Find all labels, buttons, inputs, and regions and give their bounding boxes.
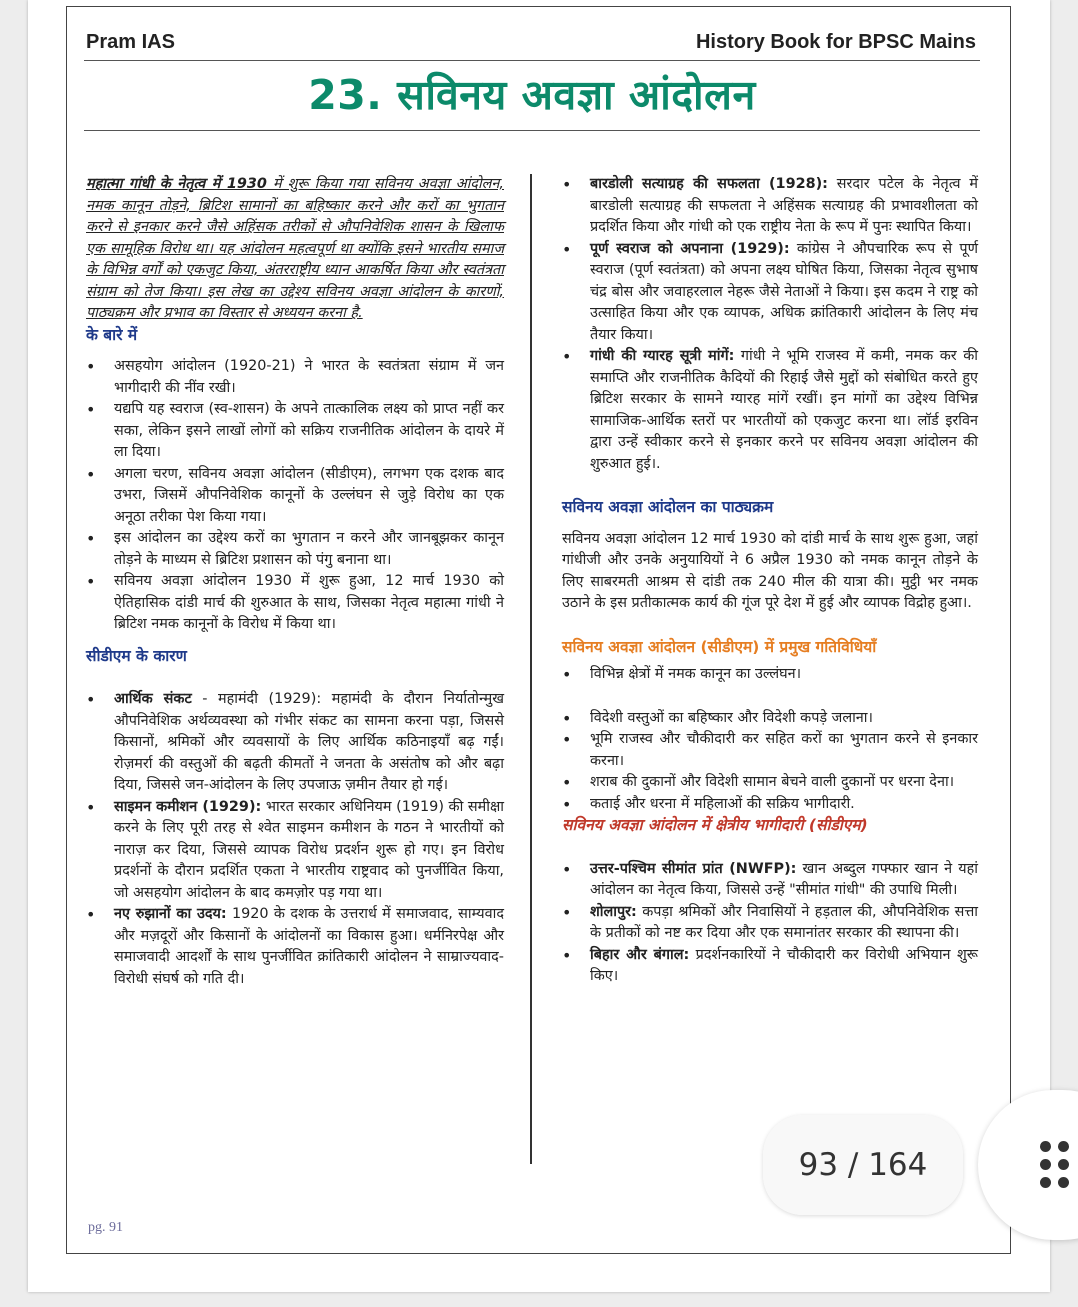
right-column <box>562 174 978 988</box>
page-footer: pg. 91 <box>88 1220 123 1235</box>
causes-list <box>86 689 504 990</box>
activities-list <box>562 708 978 816</box>
list-item: • आर्थिक संकट - महामंदी (1929): महामंदी के दौरान निर्यातोन्मुख औपनिवेशिक अर्थव्यवस्था को गंभीर संकट का सामना करना पड़ा, जिससे किसानों, श्रमिकों और व्यवसायों के लिए आर्थिक कठिनाइयाँ बढ़ गईं। रोज़मर्रा की वस्तुओं की बढ़ती कीमतों ने जनता के असंतोष को और बढ़ा दिया, जिससे जन-आंदोलन के लिए उपजाऊ ज़मीन तैयार हो गई। <box>86 689 504 797</box>
chapter-title: 23. सविनय अवज्ञा आंदोलन <box>308 71 756 119</box>
left-column <box>86 174 504 990</box>
list-item: • सविनय अवज्ञा आंदोलन 1930 में शुरू हुआ, 12 मार्च 1930 को ऐतिहासिक दांडी मार्च की शुरुआत के साथ, जिसका नेतृत्व महात्मा गांधी ने ब्रिटिश नमक कानूनों के विरोध में किया था। <box>86 571 504 636</box>
list-item: • असहयोग आंदोलन (1920-21) ने भारत के स्वतंत्रता संग्राम में जन भागीदारी की नींव रखी। <box>86 356 504 399</box>
list-item: • उत्तर-पश्चिम सीमांत प्रांत (NWFP): खान अब्दुल गफ्फार खान ने यहां आंदोलन का नेतृत्व किया, जिससे उन्हें "सीमांत गांधी" की उपाधि मिली। <box>562 859 978 902</box>
column-divider <box>530 174 532 1164</box>
header-rule <box>84 60 980 61</box>
list-item: • कताई और धरना में महिलाओं की सक्रिय भागीदारी. <box>562 794 978 816</box>
list-item: • पूर्ण स्वराज को अपनाना (1929): कांग्रेस ने औपचारिक रूप से पूर्ण स्वराज (पूर्ण स्वतंत्रता) को अपना लक्ष्य घोषित किया, जिसका नेतृत्व सुभाष चंद्र बोस और जवाहरलाल नेहरू जैसे नेताओं ने किया। इस कदम ने राष्ट्र को उत्साहित किया और एक व्यापक, अधिक क्रांतिकारी आंदोलन के लिए मंच तैयार किया। <box>562 239 978 347</box>
list-item: • विदेशी वस्तुओं का बहिष्कार और विदेशी कपड़े जलाना। <box>562 708 978 730</box>
list-item: • शराब की दुकानों और विदेशी सामान बेचने वाली दुकानों पर धरना देना। <box>562 772 978 794</box>
course-paragraph: सविनय अवज्ञा आंदोलन 12 मार्च 1930 को दांडी मार्च के साथ शुरू हुआ, जहां गांधीजी और उनके अनुयायियों ने 6 अप्रैल 1930 को नमक कानून तोड़ने के लिए साबरमती आश्रम से दांडी तक 240 मील की यात्रा की। मुट्ठी भर नमक उठाने के इस प्रतीकात्मक कार्य की गूंज पूरे देश में हुई और व्यापक विद्रोह हुआ।. <box>562 530 978 611</box>
header-right: History Book for BPSC Mains <box>695 31 976 53</box>
intro-paragraph: महात्मा गांधी के नेतृत्व में 1930 में शुरू किया गया सविनय अवज्ञा आंदोलन, नमक कानून तोड़ने, ब्रिटिश सामानों का बहिष्कार करने और करों का भुगतान करने से इनकार करने जैसे अहिंसक तरीकों से औपनिवेशिक शासन के खिलाफ एक सामूहिक विरोध था। यह आंदोलन महत्वपूर्ण था क्योंकि इसने भारतीय समाज के विभिन्न वर्गों को एकजुट किया, अंतरराष्ट्रीय ध्यान आकर्षित किया और स्वतंत्रता संग्राम को तेज किया। इस लेख का उद्देश्य सविनय अवज्ञा आंदोलन के कारणों, पाठ्यक्रम और प्रभाव का विस्तार से अध्ययन करना है. <box>86 176 504 321</box>
grid-dots-icon[interactable] <box>1040 1141 1074 1189</box>
page-indicator[interactable]: 93 / 164 <box>763 1115 963 1215</box>
title-rule <box>84 130 980 131</box>
list-item: • नए रुझानों का उदय: 1920 के दशक के उत्तरार्ध में समाजवाद, साम्यवाद और मज़दूरों और किसानों के आंदोलनों का विकास हुआ। धर्मनिरपेक्ष और समाजवादी आदर्शों के साथ पुनर्जीवित क्रांतिकारी आंदोलन ने साम्राज्यवाद-विरोधी संघर्ष को गति दी। <box>86 904 504 990</box>
list-item: • अगला चरण, सविनय अवज्ञा आंदोलन (सीडीएम), लगभग एक दशक बाद उभरा, जिसमें औपनिवेशिक कानूनों के उल्लंघन से जुड़े विरोध का एक अनूठा तरीका पेश किया गया। <box>86 464 504 529</box>
list-item: • इस आंदोलन का उद्देश्य करों का भुगतान न करने और जानबूझकर कानून तोड़ने के माध्यम से ब्रिटिश प्रशासन को पंगु बनाना था। <box>86 528 504 571</box>
regional-heading: सविनय अवज्ञा आंदोलन में क्षेत्रीय भागीदारी (सीडीएम) <box>562 816 868 834</box>
regional-list <box>562 859 978 988</box>
about-list <box>86 356 504 636</box>
list-item: • साइमन कमीशन (1929): भारत सरकार अधिनियम (1919) की समीक्षा करने के लिए पूरी तरह से श्वेत साइमन कमीशन के गठन ने भारतीयों को नाराज़ कर दिया, जिससे व्यापक विरोध प्रदर्शन शुरू हो गए। इन विरोध प्रदर्शनों के दौरान प्रदर्शित एकता ने भारतीय राष्ट्रवाद को पुनर्जीवित किया, जो असहयोग आंदोलन के बाद कमज़ोर पड़ गया था। <box>86 797 504 905</box>
list-item: • विभिन्न क्षेत्रों में नमक कानून का उल्लंघन। <box>562 664 978 686</box>
list-item: • शोलापुर: कपड़ा श्रमिकों और निवासियों ने हड़ताल की, औपनिवेशिक सत्ता के प्रतीकों को नष्ट कर दिया और एक समानांतर सरकार की स्थापना की। <box>562 902 978 945</box>
list-item: • बारडोली सत्याग्रह की सफलता (1928): सरदार पटेल के नेतृत्व में बारडोली सत्याग्रह की सफलता ने अहिंसक सत्याग्रह की प्रभावशीलता को प्रदर्शित किया और गांधी को एक राष्ट्रीय नेता के रूप में पुनः स्थापित किया। <box>562 174 978 239</box>
list-item: • यद्यपि यह स्वराज (स्व-शासन) के अपने तात्कालिक लक्ष्य को प्राप्त नहीं कर सका, लेकिन इसने लाखों लोगों को सक्रिय राजनीतिक आंदोलन के दायरे में ला दिया। <box>86 399 504 464</box>
background-list <box>562 174 978 475</box>
about-heading: के बारे में <box>86 325 138 344</box>
activities-first <box>562 664 978 686</box>
list-item: • गांधी की ग्यारह सूत्री मांगें: गांधी ने भूमि राजस्व में कमी, नमक कर की समाप्ति और राजनीतिक कैदियों की रिहाई जैसे मुद्दों को संबोधित करते हुए ब्रिटिश सरकार के सामने ग्यारह मांगें रखीं। इन मांगों का उद्देश्य विभिन्न सामाजिक-आर्थिक स्तरों पर भारतीयों को एकजुट करना था। लॉर्ड इरविन द्वारा उन्हें स्वीकार करने से इनकार करने पर सविनय अवज्ञा आंदोलन की शुरुआत हुई।. <box>562 346 978 475</box>
causes-heading: सीडीएम के कारण <box>86 646 187 665</box>
list-item: • बिहार और बंगाल: प्रदर्शनकारियों ने चौकीदारी कर विरोधी अभियान शुरू किए। <box>562 945 978 988</box>
course-heading: सविनय अवज्ञा आंदोलन का पाठ्यक्रम <box>562 498 774 516</box>
list-item: • भूमि राजस्व और चौकीदारी कर सहित करों का भुगतान करने से इनकार करना। <box>562 729 978 772</box>
header-left: Pram IAS <box>86 31 175 53</box>
activities-heading: सविनय अवज्ञा आंदोलन (सीडीएम) में प्रमुख गतिविधियाँ <box>562 637 877 656</box>
